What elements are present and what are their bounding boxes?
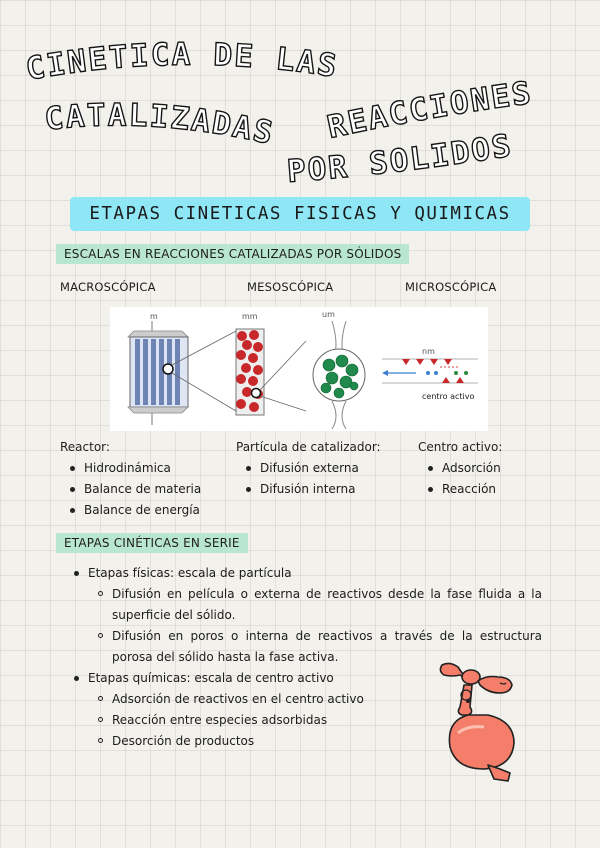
scale-label-macro: MACROSCÓPICA <box>60 280 156 294</box>
column-title-reactor: Reactor: <box>60 440 110 454</box>
scales-diagram <box>110 307 488 431</box>
title-line-2: CATALIZADAS <box>42 97 278 153</box>
column-title-centro: Centro activo: <box>418 440 503 454</box>
unit-um-label: um <box>322 310 335 319</box>
list-item: Difusión en poros o interna de reactivos a través de la estructura porosa del sólido hasta la fase activa. <box>70 626 542 668</box>
list-item: Difusión interna <box>236 479 359 500</box>
list-item: Adsorción de reactivos en el centro activo <box>70 689 542 710</box>
scales-tag: ESCALAS EN REACCIONES CATALIZADAS POR SÓLIDOS <box>56 244 409 264</box>
unit-nm-label: nm <box>422 347 435 356</box>
list-item-quimicas: Etapas químicas: escala de centro activo <box>70 668 542 689</box>
column-list-centro <box>418 458 501 500</box>
list-item: Desorción de productos <box>70 731 542 752</box>
column-title-particle: Partícula de catalizador: <box>236 440 381 454</box>
list-item: Reacción entre especies adsorbidas <box>70 710 542 731</box>
list-item: Adsorción <box>418 458 501 479</box>
list-item: Balance de materia <box>60 479 201 500</box>
list-item: Balance de energía <box>60 500 201 521</box>
centro-activo-label: centro activo <box>422 392 475 401</box>
list-item-fisicas: Etapas físicas: escala de partícula <box>70 563 542 584</box>
column-list-particle <box>236 458 359 500</box>
scale-label-meso: MESOSCÓPICA <box>247 280 334 294</box>
serie-tag: ETAPAS CINÉTICAS EN SERIE <box>56 533 248 553</box>
unit-m-label: m <box>150 312 158 321</box>
title-line-1: CINETICA DE LAS <box>23 36 341 88</box>
column-list-reactor <box>60 458 201 521</box>
unit-mm-label: mm <box>242 312 258 321</box>
list-item: Difusión externa <box>236 458 359 479</box>
title-line-3: REACCIONES <box>324 74 535 146</box>
list-item: Reacción <box>418 479 501 500</box>
list-item: Hidrodinámica <box>60 458 201 479</box>
title-line-4: POR SOLIDOS <box>285 127 516 190</box>
list-item: Difusión en película o externa de reactivos desde la fase fluida a la superficie del sólido. <box>70 584 542 626</box>
flask-icon <box>428 655 538 790</box>
section-banner: ETAPAS CINETICAS FISICAS Y QUIMICAS <box>70 197 530 231</box>
scale-label-micro: MICROSCÓPICA <box>405 280 497 294</box>
page-title <box>0 0 600 200</box>
